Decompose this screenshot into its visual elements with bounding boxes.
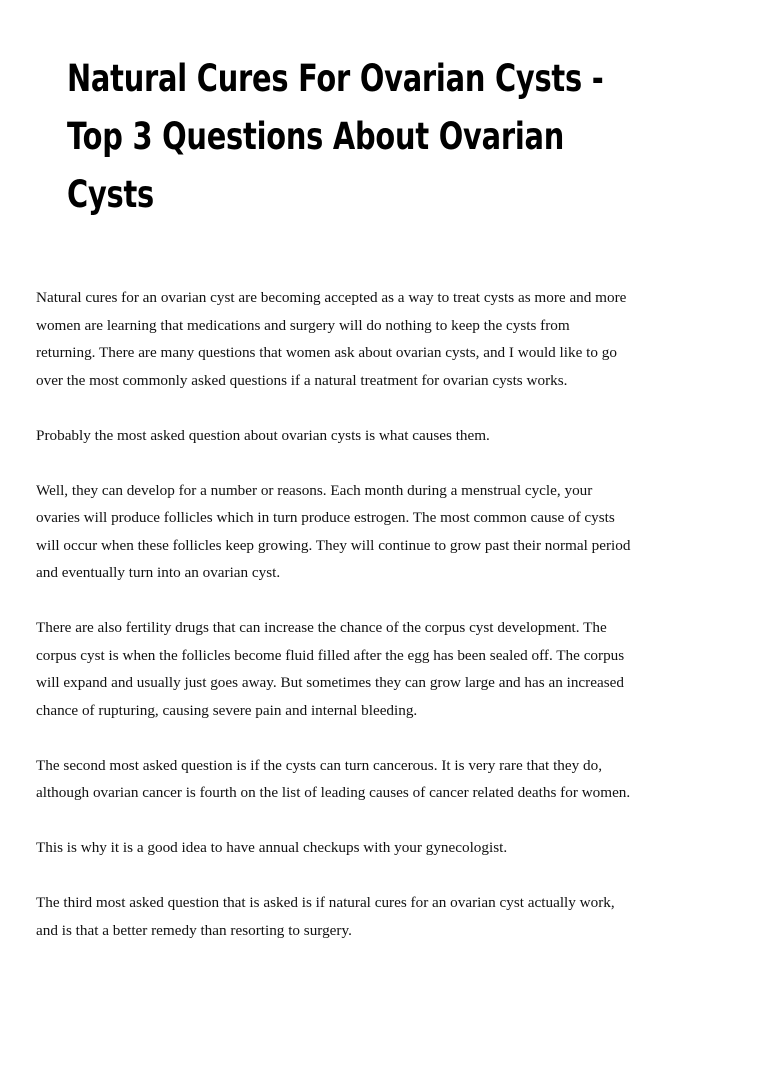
text-line: will occur when these follicles keep growing. They will continue to grow past their normal period [36, 536, 631, 554]
text-line: corpus cyst is when the follicles become fluid filled after the egg has been sealed off. The corpus [36, 646, 625, 664]
text-line: Natural cures for an ovarian cyst are becoming accepted as a way to treat cysts as more and more [36, 289, 627, 306]
paragraph-intro [36, 284, 726, 394]
text-line: returning. There are many questions that women ask about ovarian cysts, and I would like to go [36, 344, 617, 361]
document-title [67, 50, 707, 224]
paragraph-checkups [36, 834, 726, 862]
paragraph-second-question [36, 752, 726, 807]
text-line: although ovarian cancer is fourth on the list of leading causes of cancer related deaths for women. [36, 784, 631, 801]
paragraph-first-question [36, 422, 726, 450]
text-line: women are learning that medications and surgery will do nothing to keep the cysts from [36, 316, 570, 334]
text-line: chance of rupturing, causing severe pain and internal bleeding. [36, 701, 418, 719]
text-line: and is that a better remedy than resorting to surgery. [36, 921, 352, 939]
text-line: over the most commonly asked questions if a natural treatment for ovarian cysts works. [36, 371, 568, 389]
text-line: The third most asked question that is asked is if natural cures for an ovarian cyst actually work, [36, 894, 615, 911]
title-line: Cysts [67, 173, 154, 216]
title-line: Top 3 Questions About Ovarian [67, 115, 565, 158]
text-line: Well, they can develop for a number or reasons. Each month during a menstrual cycle, your [36, 481, 593, 499]
text-line: The second most asked question is if the cysts can turn cancerous. It is very rare that they do, [36, 756, 602, 774]
text-line: This is why it is a good idea to have annual checkups with your gynecologist. [36, 839, 508, 856]
paragraph-fertility [36, 614, 726, 724]
paragraph-third-question [36, 889, 726, 944]
document-body [36, 284, 726, 972]
paragraph-causes [36, 477, 726, 587]
text-line: ovaries will produce follicles which in turn produce estrogen. The most common cause of cysts [36, 509, 615, 526]
text-line: There are also fertility drugs that can increase the chance of the corpus cyst development. The [36, 619, 607, 636]
text-line: and eventually turn into an ovarian cyst. [36, 564, 281, 581]
title-line: Natural Cures For Ovarian Cysts - [67, 57, 604, 100]
text-line: Probably the most asked question about ovarian cysts is what causes them. [36, 426, 490, 444]
text-line: will expand and usually just goes away. But sometimes they can grow large and has an increased [36, 674, 624, 691]
